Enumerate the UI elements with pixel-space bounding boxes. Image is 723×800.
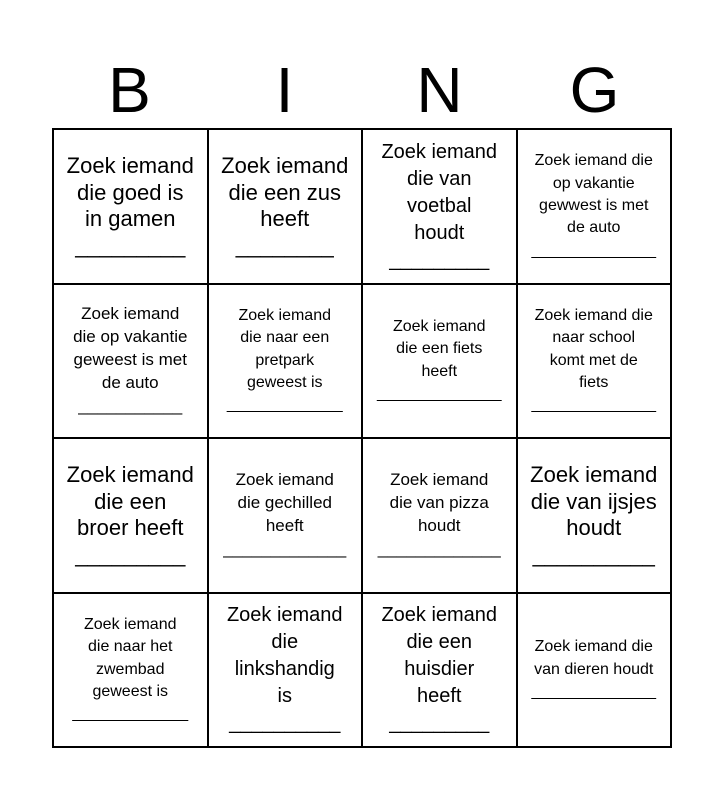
cell-text: Zoek iemand die een zus heeft ________ xyxy=(221,153,349,258)
cell-text: Zoek iemand die een broer heeft _________ xyxy=(66,462,194,567)
bingo-cell[interactable] xyxy=(209,594,364,749)
cell-text: Zoek iemand die goed is in gamen _________ xyxy=(66,153,194,258)
cell-text: Zoek iemand die linkshandig is __________ xyxy=(226,604,343,735)
bingo-cell[interactable] xyxy=(518,285,673,440)
bingo-cell[interactable] xyxy=(363,439,518,594)
cell-text: Zoek iemand die gechilled heeft _____________ xyxy=(223,470,347,559)
cell-text: Zoek iemand die naar het zwembad geweest is _____________ xyxy=(72,615,189,723)
bingo-header xyxy=(52,52,672,128)
cell-text: Zoek iemand die naar school komt met de fiets ______________ xyxy=(531,306,657,414)
header-letter-b: B xyxy=(108,54,151,126)
cell-text: Zoek iemand die op vakantie geweest is met de auto ___________ xyxy=(73,304,188,416)
cell-text: Zoek iemand die van voetbal houdt _________ xyxy=(381,140,498,271)
bingo-cell[interactable] xyxy=(54,594,209,749)
header-letter-i: I xyxy=(275,54,294,126)
cell-text: Zoek iemand die naar een pretpark geweest is _____________ xyxy=(226,306,343,414)
cell-text: Zoek iemand die een fiets heeft ______________ xyxy=(376,317,502,403)
bingo-cell[interactable] xyxy=(209,439,364,594)
bingo-cell[interactable] xyxy=(363,130,518,285)
cell-text: Zoek iemand die van pizza houdt _____________ xyxy=(377,470,501,559)
bingo-cell[interactable] xyxy=(518,594,673,749)
bingo-cell[interactable] xyxy=(209,285,364,440)
cell-text: Zoek iemand die op vakantie gewwest is met de auto ______________ xyxy=(531,152,657,259)
cell-text: Zoek iemand die van dieren houdt ______________ xyxy=(531,638,657,700)
bingo-cell[interactable] xyxy=(54,439,209,594)
header-letter-n: N xyxy=(416,54,463,126)
header-letter-g: G xyxy=(569,54,620,126)
bingo-cell[interactable] xyxy=(54,285,209,440)
bingo-cell[interactable] xyxy=(363,594,518,749)
bingo-cell[interactable] xyxy=(518,130,673,285)
cell-text: Zoek iemand die een huisdier heeft _________ xyxy=(381,604,498,735)
bingo-cell[interactable] xyxy=(363,285,518,440)
bingo-cell[interactable] xyxy=(209,130,364,285)
bingo-cell[interactable] xyxy=(54,130,209,285)
bingo-grid xyxy=(52,128,672,748)
cell-text: Zoek iemand die van ijsjes houdt __________ xyxy=(530,462,658,567)
bingo-cell[interactable] xyxy=(518,439,673,594)
